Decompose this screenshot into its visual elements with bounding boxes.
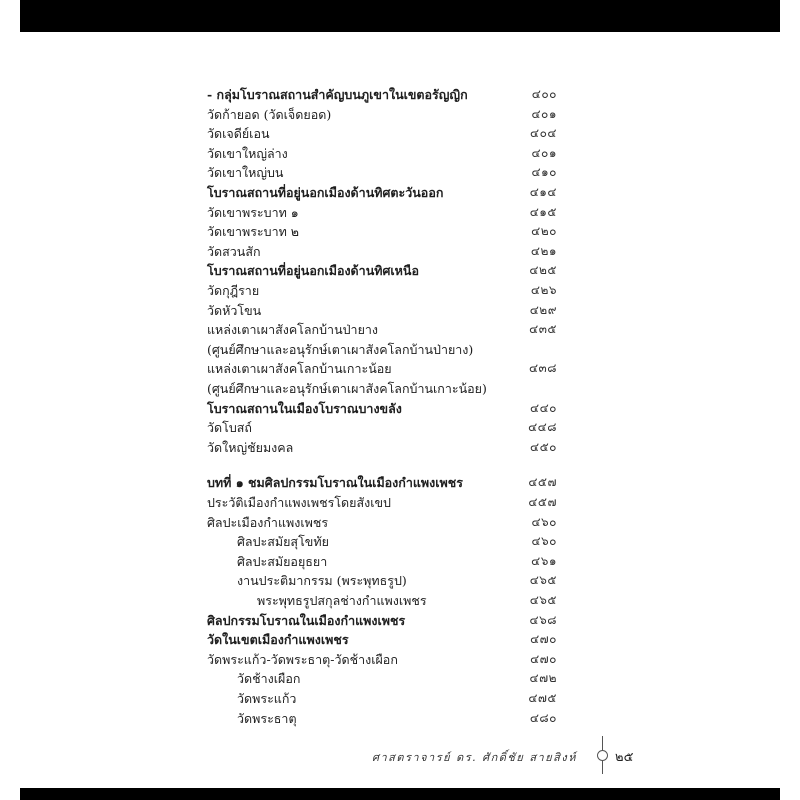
toc-entry-title: วัดพระธาตุ	[237, 711, 297, 726]
toc-entry	[207, 689, 557, 708]
toc-entry-page: ๔๖๕	[529, 593, 557, 607]
toc-entry	[207, 552, 557, 571]
toc-entry-page: ๔๕๐	[530, 440, 557, 454]
toc-entry-title: ศิลปะเมืองกำแพงเพชร	[207, 515, 329, 530]
footer-author: ศาสตราจารย์ ดร. ศักดิ์ชัย สายสิงห์	[372, 751, 577, 764]
toc-entry	[207, 473, 557, 492]
toc-entry-page: ๔๗๒	[529, 671, 557, 685]
toc-entry	[207, 242, 557, 261]
toc-entry	[207, 611, 557, 630]
toc-entry-page: ๔๔๐	[530, 401, 557, 415]
toc-entry	[207, 399, 557, 418]
toc-entry-page: ๔๒๑	[530, 244, 557, 258]
toc-entry	[207, 301, 557, 320]
toc-entry-page: ๔๗๐	[530, 632, 557, 646]
toc-entry-title: แหล่งเตาเผาสังคโลกบ้านป่ายาง	[207, 322, 379, 337]
toc-entry	[207, 591, 557, 610]
toc-entry-title: วัดเขาใหญ่บน	[207, 165, 284, 180]
toc-entry-title: โบราณสถานในเมืองโบราณบางขลัง	[207, 401, 402, 416]
toc-entry-title: งานประติมากรรม (พระพุทธรูป)	[237, 573, 407, 588]
toc-entry-title: วัดโบสถ์	[207, 420, 252, 435]
toc-entry	[207, 418, 557, 437]
toc-entry-title: วัดสวนสัก	[207, 244, 261, 259]
toc-entry-title: วัดเขาใหญ่ล่าง	[207, 146, 288, 161]
toc-entry-title: ประวัติเมืองกำแพงเพชรโดยสังเขป	[207, 495, 391, 510]
toc-entry-page: ๔๑๐	[531, 165, 557, 179]
footer-ornament-icon	[597, 750, 608, 761]
toc-entry-page: ๔๗๕	[528, 691, 557, 705]
toc-entry-page: ๔๒๐	[531, 224, 557, 238]
toc-entry-page: ๔๘๐	[529, 711, 557, 725]
toc-entry-page: ๔๓๕	[529, 322, 557, 336]
toc-entry	[207, 183, 557, 202]
toc-entry-page: ๔๖๐	[531, 515, 557, 529]
toc-entry-page: ๔๖๕	[529, 573, 557, 587]
toc-entry-title: วัดก้ายอด (วัดเจ็ดยอด)	[207, 107, 332, 122]
toc-entry	[207, 359, 557, 378]
toc-entry-title: วัดเจดีย์เอน	[207, 126, 270, 141]
toc-entry-title: วัดเขาพระบาท ๒	[207, 224, 300, 239]
page-number: ๒๕	[615, 750, 634, 765]
toc-entry-title: ศิลปกรรมโบราณในเมืองกำแพงเพชร	[207, 613, 406, 628]
toc-entry-title: วัดกุฎีราย	[207, 283, 260, 298]
toc-entry	[207, 203, 557, 222]
toc-entry-page: ๔๖๐	[531, 534, 557, 548]
toc-entry-page: ๔๒๙	[529, 303, 557, 317]
toc-entry	[207, 261, 557, 280]
toc-entry	[207, 281, 557, 300]
toc-entry	[207, 163, 557, 182]
toc-entry-page: ๔๕๗	[528, 495, 557, 509]
toc-entry-title: วัดพระแก้ว	[237, 691, 297, 706]
toc-entry-title: พระพุทธรูปสกุลช่างกำแพงเพชร	[257, 593, 427, 608]
toc-entry-page: ๔๖๘	[529, 613, 557, 627]
toc-entry-title: (ศูนย์ศึกษาและอนุรักษ์เตาเผาสังคโลกบ้านเกาะน้อย)	[207, 381, 487, 396]
toc-entry-page: ๔๔๘	[528, 420, 557, 434]
top-black-border	[20, 0, 780, 32]
toc-entry	[207, 438, 557, 457]
toc-entry	[207, 709, 557, 728]
toc-entry-title: วัดพระแก้ว-วัดพระธาตุ-วัดช้างเผือก	[207, 652, 398, 667]
toc-entry-title: บทที่ ๑ ชมศิลปกรรมโบราณในเมืองกำแพงเพชร	[207, 475, 463, 490]
toc-entry	[207, 222, 557, 241]
toc-entry-title: ศิลปะสมัยอยุธยา	[237, 554, 328, 569]
toc-entry	[207, 124, 557, 143]
bottom-black-border	[20, 788, 780, 800]
toc-entry-title: วัดเขาพระบาท ๑	[207, 205, 299, 220]
toc-entry-page: ๔๖๑	[531, 554, 557, 568]
toc-entry-title: แหล่งเตาเผาสังคโลกบ้านเกาะน้อย	[207, 361, 392, 376]
toc-entry-page: ๔๐๐	[531, 87, 557, 101]
toc-entry	[207, 532, 557, 551]
toc-entry	[207, 493, 557, 512]
toc-entry-title: วัดช้างเผือก	[237, 671, 301, 686]
toc-entry-title: วัดใหญ่ชัยมงคล	[207, 440, 294, 455]
toc-entry-title: - กลุ่มโบราณสถานสำคัญบนภูเขาในเขตอรัญญิก	[207, 87, 468, 102]
toc-entry	[207, 571, 557, 590]
toc-entry	[207, 669, 557, 688]
toc-entry-title: วัดหัวโขน	[207, 303, 262, 318]
toc-entry-title: โบราณสถานที่อยู่นอกเมืองด้านทิศตะวันออก	[207, 185, 444, 200]
toc-entry	[207, 630, 557, 649]
toc-entry	[207, 320, 557, 339]
toc-entry	[207, 85, 557, 104]
toc-entry-page: ๔๐๔	[530, 126, 557, 140]
toc-entry-page: ๔๓๘	[528, 361, 557, 375]
toc-entry-title: (ศูนย์ศึกษาและอนุรักษ์เตาเผาสังคโลกบ้านป่ายาง)	[207, 342, 474, 357]
toc-entry-title: วัดในเขตเมืองกำแพงเพชร	[207, 632, 349, 647]
toc-entry-page: ๔๕๗	[528, 475, 557, 489]
toc-entry-page: ๔๒๕	[529, 263, 557, 277]
toc-entry-title: โบราณสถานที่อยู่นอกเมืองด้านทิศเหนือ	[207, 263, 419, 278]
toc-entry-page: ๔๒๖	[530, 283, 557, 297]
toc-entry-page: ๔๑๔	[529, 185, 557, 199]
toc-entry-page: ๔๑๕	[529, 205, 557, 219]
toc-entry	[207, 144, 557, 163]
toc-entry	[207, 340, 557, 359]
toc-entry-page: ๔๐๑	[531, 146, 557, 160]
toc-entry	[207, 379, 557, 398]
toc-entry-page: ๔๗๐	[530, 652, 557, 666]
toc-entry-page: ๔๐๑	[531, 107, 557, 121]
toc-entry	[207, 105, 557, 124]
toc-entry	[207, 650, 557, 669]
toc-entry	[207, 513, 557, 532]
toc-entry-title: ศิลปะสมัยสุโขทัย	[237, 534, 329, 549]
